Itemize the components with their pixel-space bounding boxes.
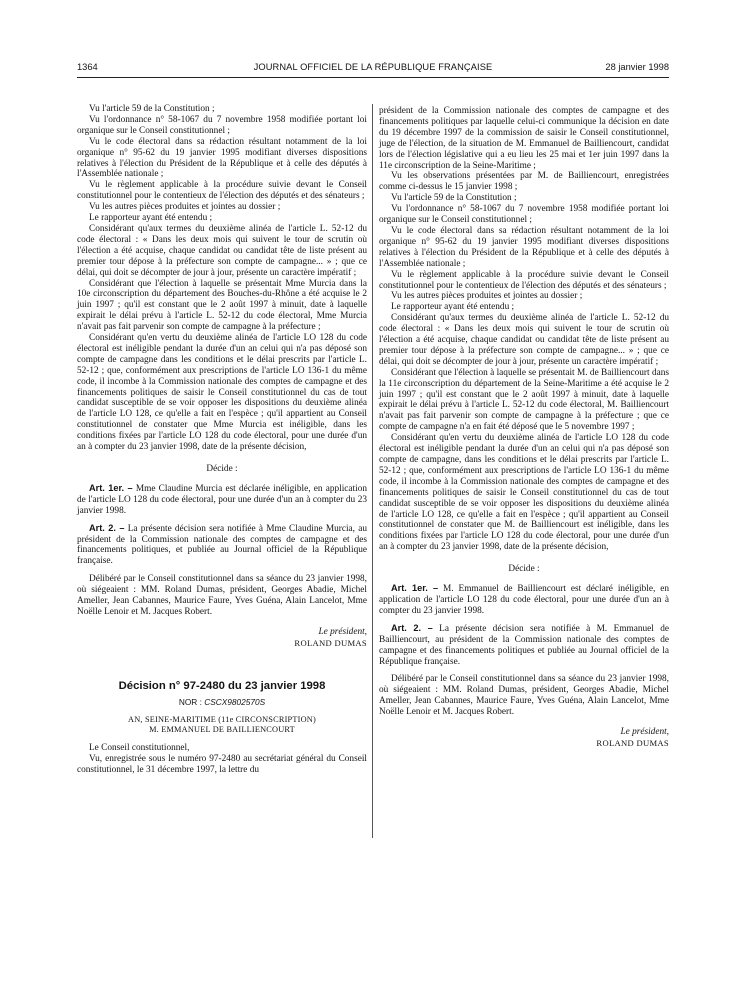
- article-text: M. Emmanuel de Bailliencourt est déclaré inéligible, en application de l'article LO 128 du code électoral, pour une durée d'un an à compter du 23 janvier 1998.: [379, 584, 669, 616]
- paragraph: Vu les autres pièces produites et jointes au dossier ;: [89, 202, 281, 213]
- header-rule: [77, 77, 669, 78]
- paragraph: Vu le règlement applicable à la procédure suivie devant le Conseil constitutionnel pour le contentieux de l'élection des députés et des sénateurs ;: [77, 180, 367, 202]
- page-number: 1364: [77, 62, 98, 72]
- paragraph: Considérant qu'aux termes du deuxième alinéa de l'article L. 52-12 du code électoral : « Dans les deux mois qui suivent le tour de scrutin où l'élection a été acquise, chaque candidat ou candidat tête de liste présent au premier tour dépose à la préfecture son compte de campagne... » ; que ce délai, qui doit se décompter de jour à jour, présente un caractère impératif ;: [77, 223, 367, 278]
- nor-label: NOR :: [178, 696, 202, 707]
- paragraph: président de la Commission nationale des comptes de campagne et des financements politiques par laquelle celui-ci communique la décision en date du 19 décembre 1997 de la commission de saisir le Conseil constitutionnel, juge de l'élection, de la situation de M. Emmanuel de Bailliencourt, candidat lors de l'élection législative qui a eu lieu les 25 mai et 1er juin 1997 dans la 11e circonscription de la Seine-Maritime ;: [379, 106, 669, 171]
- article-2: [77, 523, 367, 568]
- paragraph: Vu le code électoral dans sa rédaction résultant notamment de la loi organique n° 95-62 du 19 janvier 1995 modifiant diverses dispositions relatives à l'élection du Président de la République et à celle des députés à l'Assemblée nationale ;: [379, 225, 669, 269]
- paragraph: Le rapporteur ayant été entendu ;: [89, 213, 213, 224]
- article-1: [379, 583, 669, 617]
- signature-role: Le président,: [318, 626, 367, 637]
- article-2: [379, 623, 669, 668]
- decide-heading: Décide :: [206, 464, 238, 474]
- paragraph: Considérant qu'aux termes du deuxième alinéa de l'article L. 52-12 du code électoral : « Dans les deux mois qui suivent le tour de scrutin où l'élection a été acquise, chaque candidat ou candidat tête de liste présent au premier tour dépose à la préfecture son compte de campagne... » ; que ce délai, qui doit se décompter de jour à jour, présente un caractère impératif ;: [379, 313, 669, 367]
- right-column: [379, 106, 669, 749]
- page-header: [77, 62, 669, 76]
- paragraph: Vu l'article 59 de la Constitution ;: [89, 104, 215, 114]
- paragraph: Vu, enregistrée sous le numéro 97-2480 au secrétariat général du Conseil constitutionnel, le 31 décembre 1997, la lettre du: [77, 754, 367, 775]
- paragraph: Considérant qu'en vertu du deuxième alinéa de l'article LO 128 du code électoral est inéligible pendant la durée d'un an celui qui n'a pas déposé son compte de campagne dans les conditions et le délai prescrits par l'article L. 52-12 ; que, conformément aux prescriptions de l'article LO 136-1 du même code, il incombe à la Commission nationale des comptes de campagne et des financements politiques de saisir le Conseil constitutionnel du cas de tout candidat susceptible de se voir opposer les dispositions du deuxième alinéa de l'article LO 128, ce qu'elle a fait en l'espèce ; qu'il appartient au Conseil constitutionnel de constater que Mme Murcia est inéligible, dans les conditions fixées par l'article LO 128 du code électoral, pour une durée d'un an à compter du 23 janvier 1998, date de la présente décision,: [77, 333, 367, 453]
- decision-subtitle: [77, 715, 367, 737]
- article-text: La présente décision sera notifiée à Mme Claudine Murcia, au président de la Commission nationale des comptes de campagne et des financements politiques, et publiée au Journal officiel de la République française.: [77, 523, 367, 567]
- column-divider: [372, 104, 373, 838]
- nor-code: CSCX9802570S: [204, 696, 266, 707]
- decision-constituency: AN, SEINE-MARITIME (11e CIRCONSCRIPTION): [128, 714, 316, 724]
- article-label: Art. 1er. –: [391, 583, 439, 594]
- issue-date: 28 janvier 1998: [605, 62, 669, 72]
- left-column: [77, 104, 367, 776]
- paragraph: Considérant que l'élection à laquelle se présentait M. de Bailliencourt dans la 11e circonscription du département de la Seine-Maritime a été acquise le 2 juin 1997 ; qu'il est constant que le 2 août 1997 à minuit, date à laquelle expirait le délai prévu à l'article L. 52-12 du code électoral, M. Bailliencourt n'avait pas fait parvenir son compte de campagne à la préfecture ; que ce compte de campagne n'a en fait été déposé que le 5 novembre 1997 ;: [379, 367, 669, 433]
- decide-heading: Décide :: [508, 564, 540, 575]
- article-text: La présente décision sera notifiée à M. Emmanuel de Bailliencourt, au président de la Commission nationale des comptes de campagne et des financements politiques et publiée au Journal officiel de la République française.: [379, 623, 670, 667]
- paragraph: Vu le code électoral dans sa rédaction résultant notamment de la loi organique n° 95-62 du 19 janvier 1995 modifiant diverses dispositions relatives à l'élection du Président de la République et à celle des députés à l'Assemblée nationale ;: [77, 136, 367, 180]
- paragraph: Considérant que l'élection à laquelle se présentait Mme Murcia dans la 10e circonscription du département des Bouches-du-Rhône a été acquise le 2 juin 1997 ; qu'il est constant que le 2 août 1997 à minuit, date à laquelle expirait le délai prévu à l'article L. 52-12 du code électoral, Mme Murcia n'avait pas fait parvenir son compte de campagne à la préfecture ;: [77, 278, 367, 333]
- article-label: Art. 2. –: [391, 622, 433, 633]
- decision-party: M. EMMANUEL DE BAILLIENCOURT: [149, 725, 295, 735]
- paragraph: Vu l'ordonnance n° 58-1067 du 7 novembre 1958 modifiée portant loi organique sur le Conseil constitutionnel ;: [379, 204, 669, 226]
- deliberation: Délibéré par le Conseil constitutionnel dans sa séance du 23 janvier 1998, où siégeaient : MM. Roland Dumas, président, Georges Abadie, Michel Ameller, Jean Cabannes, Maurice Faure, Yves Guéna, Alain Lancelot, Mme Noëlle Lenoir et M. Jacques Robert.: [77, 574, 367, 617]
- article-1: [77, 483, 367, 517]
- paragraph: Vu les autres pièces produites et jointes au dossier ;: [391, 291, 583, 302]
- nor-reference: [77, 697, 367, 708]
- journal-title: JOURNAL OFFICIEL DE LA RÉPUBLIQUE FRANÇAISE: [253, 62, 493, 72]
- article-text: Mme Claudine Murcia est déclarée inéligible, en application de l'article LO 128 du code électoral, pour une durée d'un an à compter du 23 janvier 1998.: [77, 483, 368, 516]
- paragraph: Vu le règlement applicable à la procédure suivie devant le Conseil constitutionnel pour le contentieux de l'élection des députés et des sénateurs ;: [379, 269, 669, 291]
- deliberation: Délibéré par le Conseil constitutionnel dans sa séance du 23 janvier 1998, où siégeaient : MM. Roland Dumas, président, Georges Abadie, Michel Ameller, Jean Cabannes, Maurice Faure, Yves Guéna, Alain Lancelot, Mme Noëlle Lenoir et M. Jacques Robert.: [379, 674, 669, 718]
- signature-name: ROLAND DUMAS: [294, 637, 367, 648]
- paragraph: Considérant qu'en vertu du deuxième alinéa de l'article LO 128 du code électoral est inéligible pendant la durée d'un an celui qui n'a pas déposé son compte de campagne, dans les conditions et le délai prescrits par l'article L. 52-12 ; que, conformément aux prescriptions de l'article LO 136-1 du même code, il incombe à la Commission nationale des comptes de campagne et des financements politiques de saisir le Conseil constitutionnel du cas de tout candidat susceptible de se voir opposer les dispositions du deuxième alinéa de l'article LO 128, ce qu'elle a fait en l'espèce ; qu'il appartient au Conseil constitutionnel de constater que M. de Bailliencourt est inéligible, dans les conditions fixées par l'article LO 128 du code électoral, pour une durée d'un an à compter du 23 janvier 1998, date de la présente décision,: [379, 433, 669, 553]
- article-label: Art. 1er. –: [89, 482, 133, 493]
- paragraph: Vu l'article 59 de la Constitution ;: [391, 193, 517, 204]
- paragraph: Vu l'ordonnance n° 58-1067 du 7 novembre 1958 modifiée portant loi organique sur le Conseil constitutionnel ;: [77, 114, 367, 136]
- article-label: Art. 2. –: [89, 522, 125, 533]
- paragraph: Le rapporteur ayant été entendu ;: [391, 302, 515, 313]
- signature-role: Le président,: [620, 727, 669, 738]
- paragraph: Vu les observations présentées par M. de Bailliencourt, enregistrées comme ci-dessus le 15 janvier 1998 ;: [379, 171, 669, 193]
- signature-name: ROLAND DUMAS: [596, 737, 669, 748]
- decision-title: Décision n° 97-2480 du 23 janvier 1998: [118, 679, 326, 692]
- paragraph: Le Conseil constitutionnel,: [89, 743, 190, 754]
